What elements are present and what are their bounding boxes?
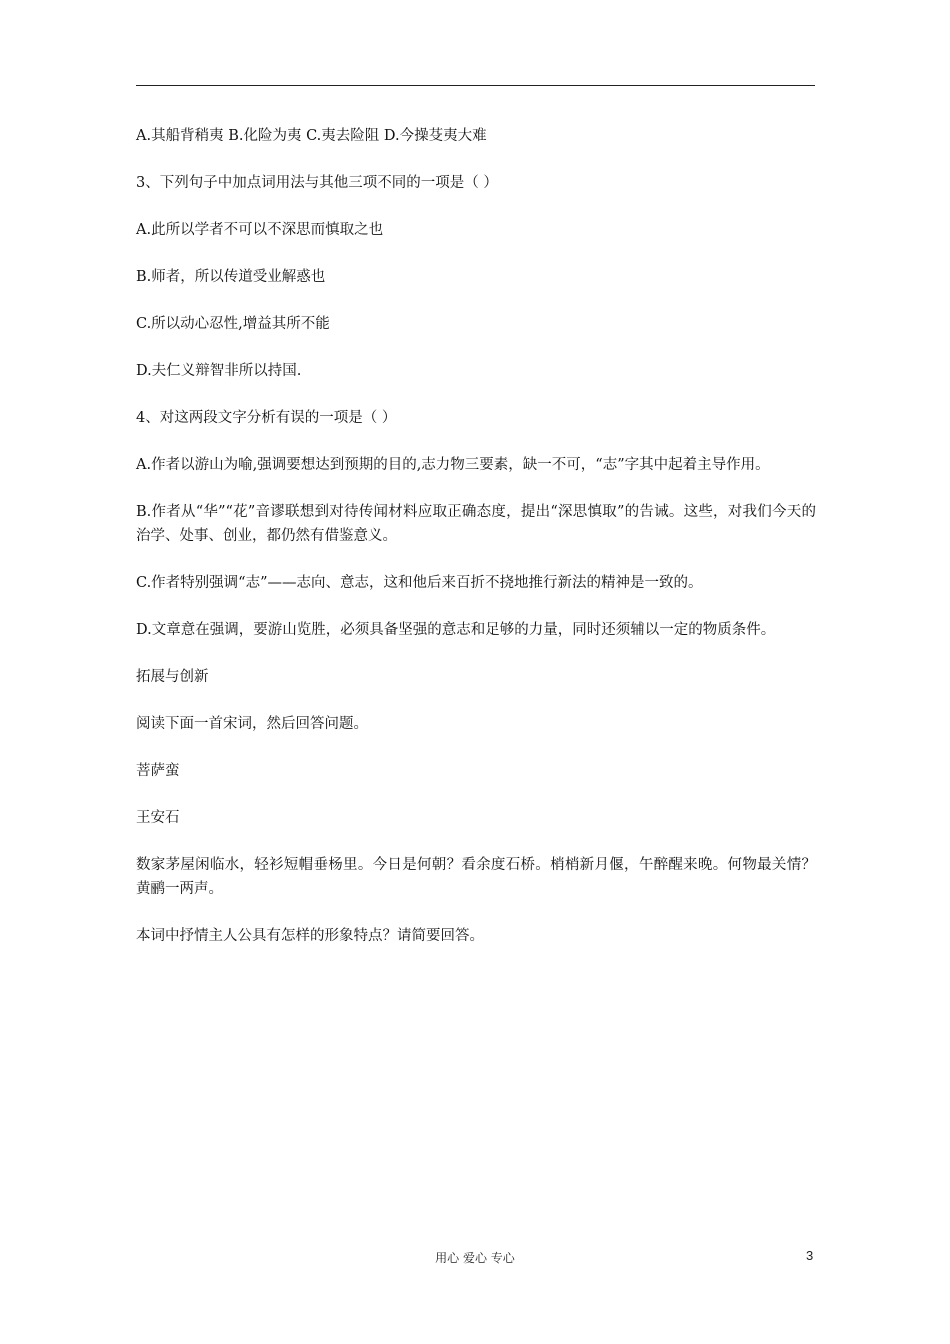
question-3-option-c: C.所以动心忍性,增益其所不能 bbox=[136, 316, 330, 332]
question-4-option-d: D.文章意在强调，要游山览胜，必须具备坚强的意志和足够的力量，同时还须辅以一定的物质条件。 bbox=[136, 622, 776, 638]
poem-text: 数家茅屋闲临水，轻衫短帽垂杨里。今日是何朝？看余度石桥。梢梢新月偃，午醉醒来晚。何物最关情？黄鹂一两声。 bbox=[136, 857, 816, 897]
poem-question: 本词中抒情主人公具有怎样的形象特点？请简要回答。 bbox=[136, 928, 484, 944]
question-3-option-b: B.师者，所以传道受业解惑也 bbox=[136, 269, 326, 285]
document-body bbox=[136, 124, 816, 971]
header-rule bbox=[136, 85, 815, 86]
page-number: 3 bbox=[806, 1248, 814, 1263]
question-3: 3、下列句子中加点词用法与其他三项不同的一项是（ ） bbox=[136, 175, 498, 191]
footer-motto: 用心 爱心 专心 bbox=[435, 1251, 515, 1265]
poem-author: 王安石 bbox=[136, 810, 180, 826]
option-line: A.其船背稍夷 B.化险为夷 C.夷去险阻 D.今操芟夷大难 bbox=[136, 128, 487, 144]
question-3-option-a: A.此所以学者不可以不深思而慎取之也 bbox=[136, 222, 384, 238]
section-heading: 拓展与创新 bbox=[136, 669, 209, 685]
question-3-option-d: D.夫仁义辩智非所以持国. bbox=[136, 363, 302, 379]
question-4-option-a: A.作者以游山为喻,强调要想达到预期的目的,志力物三要素，缺一不可，“志”字其中起着主导作用。 bbox=[136, 457, 770, 473]
question-4: 4、对这两段文字分析有误的一项是（ ） bbox=[136, 410, 397, 426]
reading-instruction: 阅读下面一首宋词，然后回答问题。 bbox=[136, 716, 368, 732]
question-4-option-c: C.作者特别强调“志”——志向、意志，这和他后来百折不挠地推行新法的精神是一致的。 bbox=[136, 575, 703, 591]
poem-title: 菩萨蛮 bbox=[136, 763, 180, 779]
question-4-option-b: B.作者从“华”“花”音谬联想到对待传闻材料应取正确态度，提出“深思慎取”的告诫。这些，对我们今天的治学、处事、创业，都仍然有借鉴意义。 bbox=[136, 504, 816, 544]
